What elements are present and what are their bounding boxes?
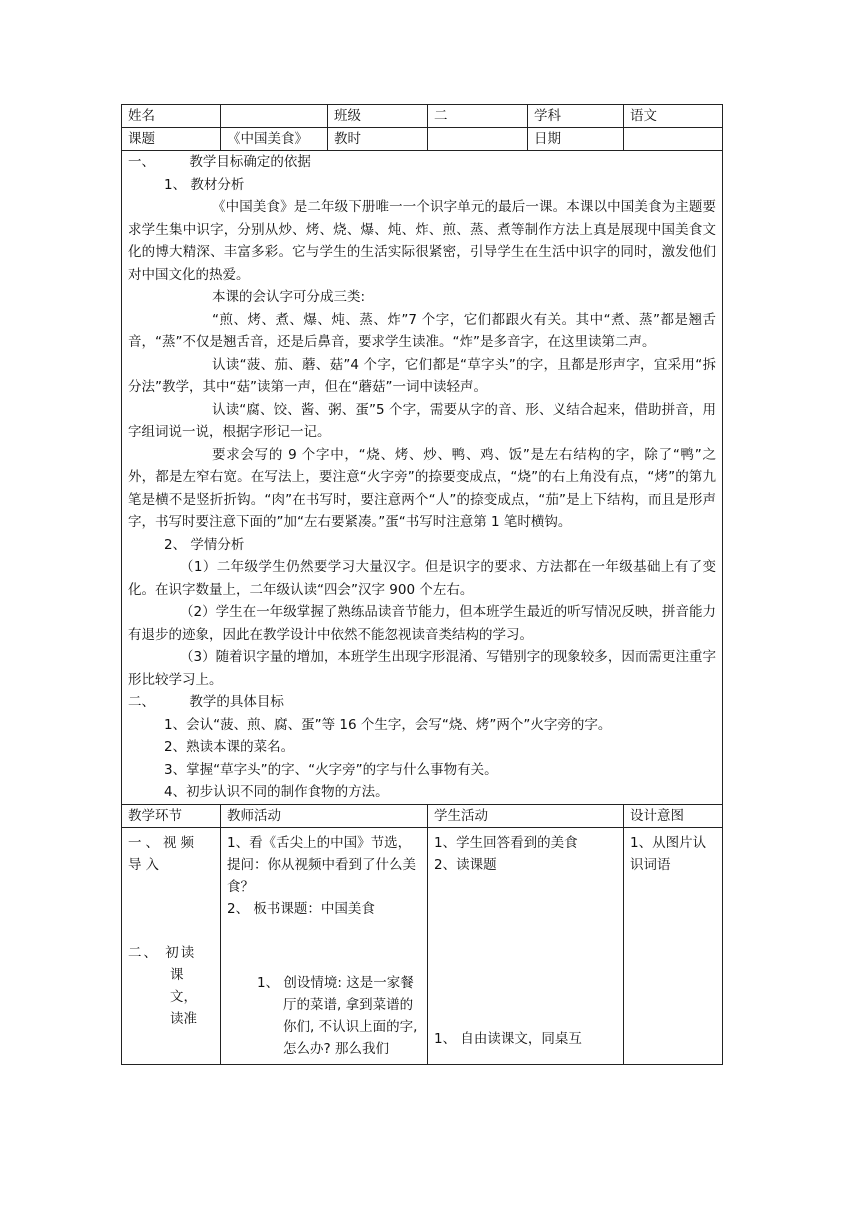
para-learners-1: （1）二年级学生仍然要学习大量汉字。但是识字的要求、方法都在一年级基础上有了变化。在识字数量上，二年级认读“四会”汉字 900 个左右。: [128, 559, 716, 598]
para-material-6: 要求会写的 9 个字中，“烧、烤、炒、鸭、鸡、饭”是左右结构的字，除了“鸭”之外，都是左窄右宽。在写法上，要注意“火字旁”的捺要变成点，“烧”的右上角没有点，“烤”的第九笔是横不是竖折折钩。“肉”在书写时，要注意两个“人”的捺变成点，“茄”是上下结构，而且是形声字，书写时要注意下面的”加“左右要紧凑。”蛋“书写时注意第 1 笔时横钩。: [128, 446, 716, 530]
label-name: 姓名: [122, 105, 221, 128]
info-row-1: [122, 105, 723, 128]
value-date: [624, 128, 723, 151]
section2-title: 二、 教学的具体目标: [128, 694, 284, 710]
activity-row: [122, 827, 723, 1064]
info-row-2: [122, 128, 723, 151]
para-learners-3: （3）随着识字量的增加，本班学生出现字形混淆、写错别字的现象较多，因而需更注重字形比较学习上。: [128, 649, 716, 688]
stage2-line2: 课: [170, 966, 184, 983]
goal-2: 2、熟读本课的菜名。: [164, 739, 295, 755]
value-topic: 《中国美食》: [221, 128, 328, 151]
stage2-line4: 读准: [170, 1010, 197, 1027]
student-activity-1: 1、学生回答看到的美食 2、读课题: [434, 834, 578, 873]
label-topic: 课题: [122, 128, 221, 151]
stage2-label: [128, 942, 216, 1030]
stage2-line1: 二、 初读: [128, 944, 197, 961]
col-design-header: 设计意图: [624, 804, 723, 827]
para-learners-2: （2）学生在一年级掌握了熟练品读音节能力，但本班学生最近的听写情况反映，拼音能力有退步的迹象，因此在教学设计中依然不能忽视读音类结构的学习。: [128, 604, 716, 643]
para-material-2: 本课的会认字可分成三类:: [212, 289, 366, 305]
section1-title: 一、 教学目标确定的依据: [128, 154, 311, 170]
objectives-row: [122, 151, 723, 805]
value-name: [221, 105, 328, 128]
value-class: 二: [428, 105, 528, 128]
para-material-5: 认读“腐、饺、酱、粥、蛋”5 个字，需要从字的音、形、义结合起来，借助拼音，用字组词说一说，根据字形记一记。: [128, 401, 716, 440]
stage2-line3: 文，: [170, 988, 197, 1005]
teacher-activity-1: 1、看《舌尖上的中国》节选，提问：你从视频中看到了什么美食？ 2、 板书课题：中国美食: [227, 834, 416, 917]
sub-heading-material: 1、 教材分析: [164, 176, 245, 193]
lesson-plan-table: [121, 104, 723, 1065]
design-intent-1: 1、从图片认识词语: [630, 834, 707, 873]
value-period: [428, 128, 528, 151]
col-teacher-header: 教师活动: [221, 804, 428, 827]
student-activity-2: 1、 自由读课文，同桌互: [434, 1030, 582, 1047]
stage1-label: 一、视频导入: [128, 834, 198, 873]
para-material-4: 认读“菠、茄、蘑、菇”4 个字，它们都是“草字头”的字，且都是形声字，宜采用“拆分法”教学，其中“菇”读第一声，但在“蘑菇”一词中读轻声。: [128, 356, 716, 395]
activity-header-row: [122, 804, 723, 827]
goal-1: 1、会认“菠、煎、腐、蛋”等 16 个生字，会写“烧、烤”两个”火字旁的字。: [164, 716, 612, 733]
goal-4: 4、初步认识不同的制作食物的方法。: [164, 784, 389, 800]
label-date: 日期: [528, 128, 624, 151]
value-subject: 语文: [624, 105, 723, 128]
col-stage-header: 教学环节: [122, 804, 221, 827]
goal-3: 3、掌握“草字头”的字、“火字旁”的字与什么事物有关。: [164, 761, 498, 778]
lesson-plan-page: [121, 104, 722, 1065]
teacher-activity-2: 1、 创设情境: 这是一家餐厅的菜谱, 拿到菜谱的你们, 不认识上面的字, 怎么办? 那么我们: [257, 974, 418, 1057]
label-period: 教时: [328, 128, 428, 151]
col-student-header: 学生活动: [428, 804, 624, 827]
para-material-3: “煎、烤、煮、爆、炖、蒸、炸”7 个字，它们都跟火有关。其中“煮、蒸”都是翘舌音，“蒸”不仅是翘舌音，还是后鼻音，要求学生读准。“炸”是多音字，在这里读第二声。: [128, 311, 716, 350]
para-material-1: 《中国美食》是二年级下册唯一一个识字单元的最后一课。本课以中国美食为主题要求学生集中识字，分别从炒、烤、烧、爆、炖、炸、煎、蒸、煮等制作方法上真是展现中国美食文化的博大精深、丰富多彩。它与学生的生活实际很紧密，引导学生在生活中识字的同时，激发他们对中国文化的热爱。: [128, 199, 716, 283]
sub-heading-learners: 2、 学情分析: [164, 536, 245, 553]
label-subject: 学科: [528, 105, 624, 128]
label-class: 班级: [328, 105, 428, 128]
